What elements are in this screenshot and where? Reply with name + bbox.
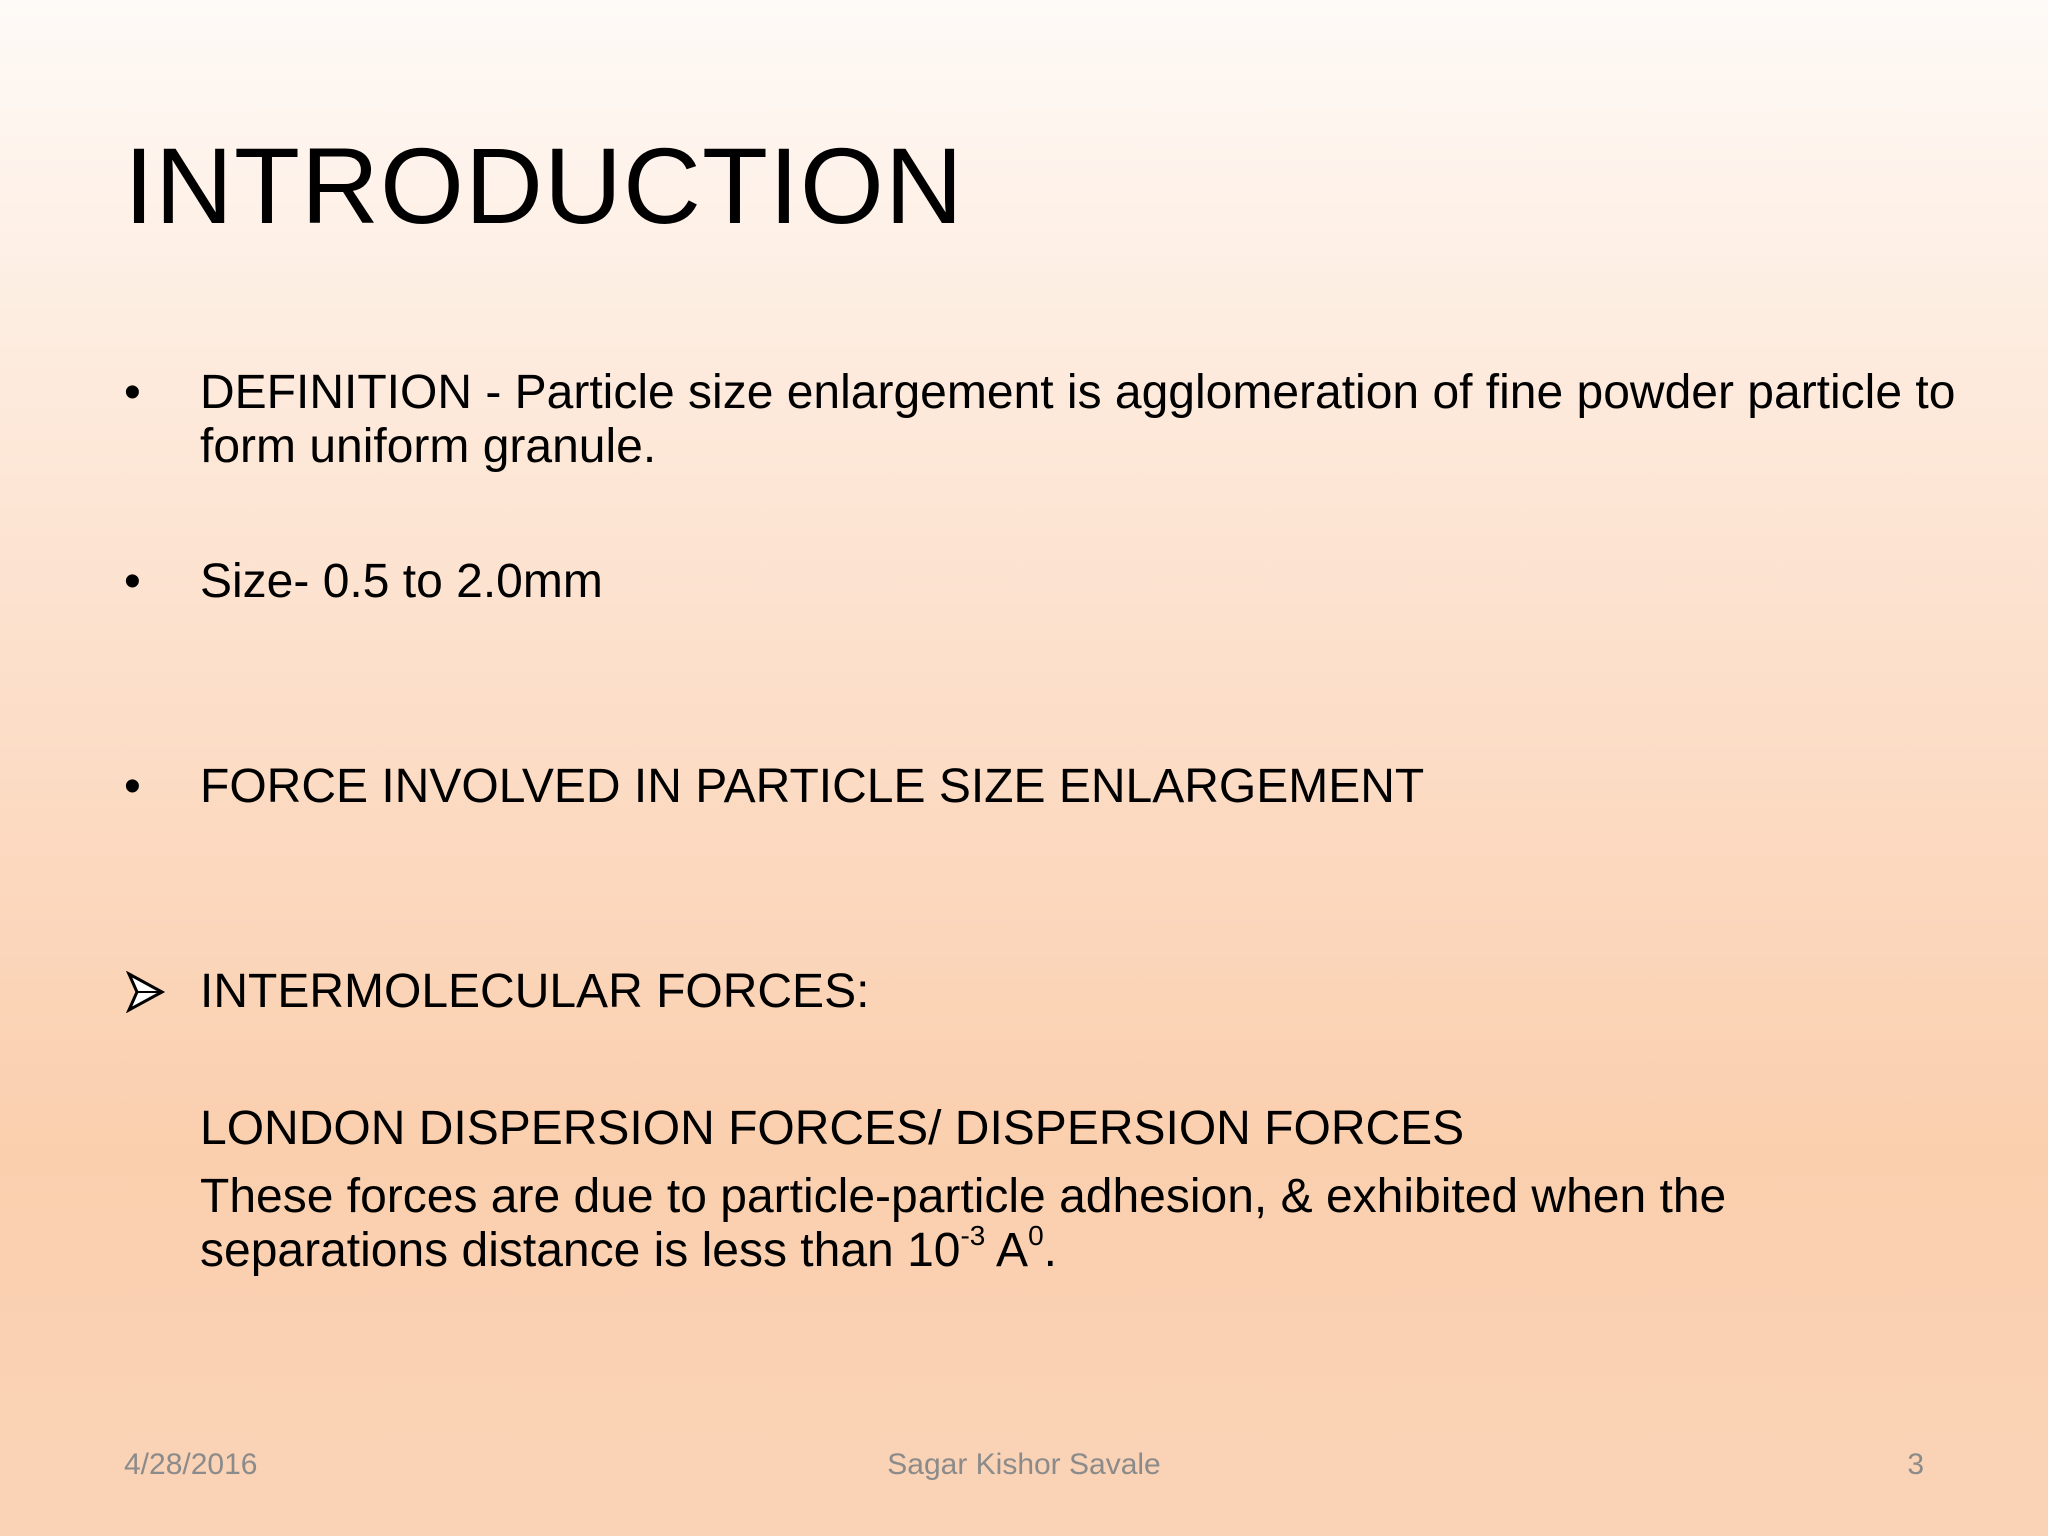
description-text-after: . [1043, 1224, 1057, 1277]
footer-date: 4/28/2016 [124, 1448, 258, 1481]
arrow-bullet-icon [124, 965, 200, 1019]
size-text: Size- 0.5 to 2.0mm [200, 555, 603, 608]
definition-text: DEFINITION - Particle size enlargement is agglomeration of fine powder particle to form uniform granule. [200, 366, 1956, 473]
force-heading-text: FORCE INVOLVED IN PARTICLE SIZE ENLARGEMENT [200, 760, 1425, 813]
slide-title: INTRODUCTION [124, 125, 964, 246]
bullet-force-heading [124, 760, 1980, 814]
footer-author: Sagar Kishor Savale [887, 1448, 1161, 1481]
bullet-definition [124, 366, 1980, 474]
bullet-marker: • [124, 555, 141, 608]
arrow-item-intermolecular [124, 965, 1980, 1019]
exponent-minus-three: -3 [960, 1220, 986, 1251]
description-text-middle: A [985, 1224, 1029, 1277]
bullet-marker: • [124, 366, 141, 419]
description-text-before: These forces are due to particle-particle adhesion, & exhibited when the separations distance is less than 10 [200, 1170, 1727, 1277]
bullet-size [124, 555, 1980, 609]
bullet-marker: • [124, 760, 141, 813]
footer-page-number: 3 [1907, 1448, 1924, 1481]
dispersion-description [200, 1170, 1920, 1278]
london-dispersion-heading: LONDON DISPERSION FORCES/ DISPERSION FORCES [200, 1102, 1465, 1155]
exponent-zero: 0 [1028, 1220, 1044, 1251]
intermolecular-forces-text: INTERMOLECULAR FORCES: [200, 965, 870, 1018]
